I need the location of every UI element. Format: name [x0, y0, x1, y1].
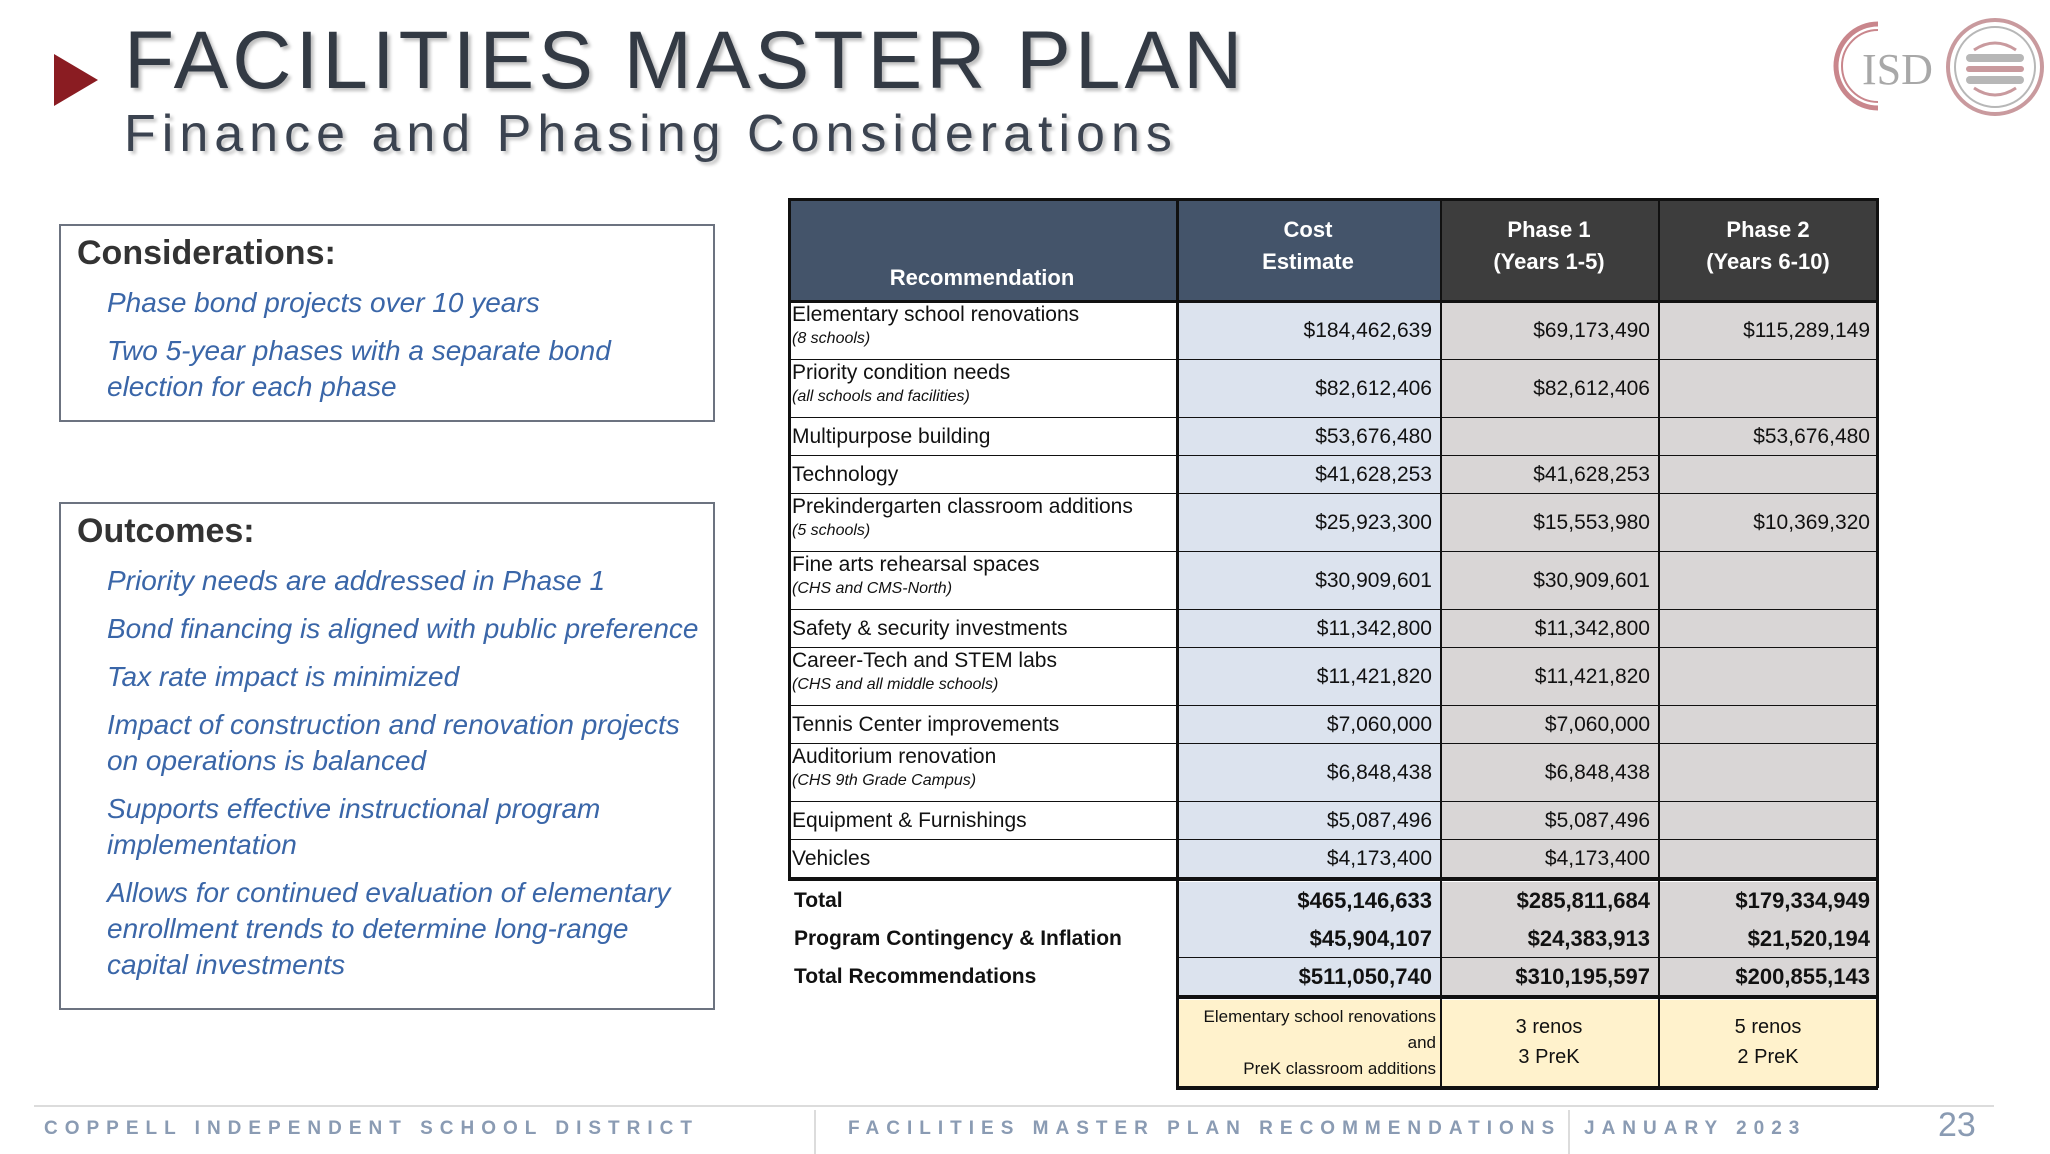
- recommendation-cell: [788, 840, 1176, 878]
- footer-separator: [814, 1110, 816, 1154]
- cost-estimate-cell: $5,087,496: [1176, 802, 1440, 840]
- phase2-cell: $115,289,149: [1658, 302, 1878, 360]
- recommendation-note: (5 schools): [792, 522, 871, 539]
- phase-note-text: and: [1407, 1033, 1436, 1052]
- header-cost-line2: Estimate: [1262, 249, 1354, 274]
- phase1-cell: $15,553,980: [1440, 494, 1658, 552]
- list-item: Supports effective instructional program implementation: [107, 793, 601, 860]
- total-phase2-cell: $200,855,143: [1658, 958, 1878, 996]
- phase1-cell: $30,909,601: [1440, 552, 1658, 610]
- recommendation-cell: [788, 744, 1176, 802]
- recommendation-name: Multipurpose building: [792, 425, 991, 448]
- phase1-cell: $4,173,400: [1440, 840, 1658, 878]
- total-cost-cell: $465,146,633: [1176, 882, 1440, 920]
- considerations-heading: Considerations:: [77, 234, 336, 272]
- table-border: [788, 300, 1878, 303]
- list-item: Impact of construction and renovation projects on operations is balanced: [107, 709, 680, 776]
- recommendation-name: Elementary school renovations: [792, 303, 1080, 326]
- phase1-note: [1440, 1000, 1658, 1088]
- recommendation-note: (all schools and facilities): [792, 388, 970, 405]
- recommendation-cell: [788, 494, 1176, 552]
- recommendation-name: Prekindergarten classroom additions: [792, 495, 1133, 518]
- recommendation-cell: [788, 648, 1176, 706]
- total-label: Program Contingency & Inflation: [788, 920, 1176, 958]
- table-border: [1876, 198, 1879, 1088]
- phase2-cell: [1658, 840, 1878, 878]
- phase-note-label: [1176, 1000, 1440, 1088]
- recommendation-cell: [788, 302, 1176, 360]
- list-item: Priority needs are addressed in Phase 1: [107, 565, 606, 596]
- phase1-renos: 3 renos: [1515, 1016, 1583, 1038]
- recommendation-note: (CHS 9th Grade Campus): [792, 772, 977, 789]
- footer-district: COPPELL INDEPENDENT SCHOOL DISTRICT: [44, 1118, 699, 1139]
- footer-section: FACILITIES MASTER PLAN RECOMMENDATIONS: [848, 1118, 1562, 1139]
- cost-estimate-cell: $4,173,400: [1176, 840, 1440, 878]
- total-cost-cell: $45,904,107: [1176, 920, 1440, 958]
- list-item: Allows for continued evaluation of elementary enrollment trends to determine long-range capital investments: [107, 877, 671, 980]
- recommendation-note: (CHS and CMS-North): [792, 580, 953, 597]
- list-item: Tax rate impact is minimized: [107, 661, 460, 692]
- recommendation-name: Technology: [792, 463, 899, 486]
- header-phase2: [1658, 198, 1878, 300]
- phase2-prek: 2 PreK: [1737, 1046, 1799, 1068]
- recommendation-name: Equipment & Furnishings: [792, 809, 1027, 832]
- page-subtitle: Finance and Phasing Considerations: [124, 105, 1178, 163]
- phase2-cell: $53,676,480: [1658, 418, 1878, 456]
- phase1-cell: $11,421,820: [1440, 648, 1658, 706]
- recommendation-cell: [788, 360, 1176, 418]
- cost-estimate-cell: $7,060,000: [1176, 706, 1440, 744]
- cost-estimate-cell: $53,676,480: [1176, 418, 1440, 456]
- table-border: [1176, 1086, 1878, 1090]
- phase2-cell: [1658, 648, 1878, 706]
- total-cost-cell: $511,050,740: [1176, 958, 1440, 996]
- total-phase1-cell: $24,383,913: [1440, 920, 1658, 958]
- title-arrow-icon: [54, 54, 98, 106]
- table-border: [1440, 198, 1442, 1088]
- recommendation-note: (CHS and all middle schools): [792, 676, 999, 693]
- header-phase2-line1: Phase 2: [1726, 217, 1810, 242]
- header-recommendation-label: Recommendation: [889, 265, 1075, 290]
- footer-separator: [1568, 1110, 1570, 1154]
- phase2-cell: [1658, 552, 1878, 610]
- cost-estimate-cell: $184,462,639: [1176, 302, 1440, 360]
- phase2-cell: [1658, 744, 1878, 802]
- phase2-cell: [1658, 456, 1878, 494]
- recommendation-name: Priority condition needs: [792, 361, 1011, 384]
- phase1-cell: $6,848,438: [1440, 744, 1658, 802]
- phase1-cell: $7,060,000: [1440, 706, 1658, 744]
- header-phase1: [1440, 198, 1658, 300]
- cost-estimate-cell: $6,848,438: [1176, 744, 1440, 802]
- total-phase2-cell: $21,520,194: [1658, 920, 1878, 958]
- header-phase1-line1: Phase 1: [1507, 217, 1591, 242]
- header-cost-line1: Cost: [1283, 217, 1333, 242]
- recommendation-note: (8 schools): [792, 330, 871, 347]
- recommendation-cell: [788, 610, 1176, 648]
- total-label: Total: [788, 882, 1176, 920]
- phase2-cell: [1658, 802, 1878, 840]
- phase1-cell: $11,342,800: [1440, 610, 1658, 648]
- outcomes-box: [59, 502, 715, 1010]
- phase1-cell: [1440, 418, 1658, 456]
- header-phase2-line2: (Years 6-10): [1706, 249, 1830, 274]
- cisd-logo: [1820, 16, 1944, 116]
- list-item: Phase bond projects over 10 years: [107, 287, 540, 318]
- header-phase1-line2: (Years 1-5): [1493, 249, 1605, 274]
- phase2-cell: $10,369,320: [1658, 494, 1878, 552]
- total-phase2-cell: $179,334,949: [1658, 882, 1878, 920]
- recommendation-name: Fine arts rehearsal spaces: [792, 553, 1040, 576]
- total-phase1-cell: $285,811,684: [1440, 882, 1658, 920]
- phase1-cell: $5,087,496: [1440, 802, 1658, 840]
- cost-estimate-cell: $82,612,406: [1176, 360, 1440, 418]
- list-item: Bond financing is aligned with public preference: [107, 613, 699, 644]
- cost-estimate-cell: $25,923,300: [1176, 494, 1440, 552]
- recommendation-cell: [788, 706, 1176, 744]
- considerations-box: [59, 224, 715, 422]
- list-item: Two 5-year phases with a separate bond election for each phase: [107, 335, 611, 402]
- recommendation-name: Career-Tech and STEM labs: [792, 649, 1057, 672]
- outcomes-heading: Outcomes:: [77, 512, 255, 550]
- footer-date: JANUARY 2023: [1584, 1118, 1807, 1139]
- phase1-prek: 3 PreK: [1518, 1046, 1580, 1068]
- recommendation-name: Auditorium renovation: [792, 745, 997, 768]
- phase1-cell: $69,173,490: [1440, 302, 1658, 360]
- recommendation-cell: [788, 552, 1176, 610]
- page-title: FACILITIES MASTER PLAN: [124, 15, 1247, 106]
- table-border: [788, 198, 1878, 201]
- phase2-cell: [1658, 610, 1878, 648]
- row-divider: [788, 877, 1878, 881]
- footer-divider: [34, 1105, 1994, 1107]
- phase-note-text: Elementary school renovations: [1203, 1007, 1436, 1026]
- considerations-list: [107, 285, 699, 405]
- recommendation-name: Tennis Center improvements: [792, 713, 1060, 736]
- recommendation-name: Vehicles: [792, 847, 871, 870]
- total-phase1-cell: $310,195,597: [1440, 958, 1658, 996]
- cost-estimate-cell: $30,909,601: [1176, 552, 1440, 610]
- header-cost-estimate: [1176, 198, 1440, 300]
- phase-note-text: PreK classroom additions: [1243, 1059, 1436, 1078]
- cost-estimate-cell: $11,421,820: [1176, 648, 1440, 706]
- page-number: 23: [1938, 1106, 1976, 1144]
- recommendation-cell: [788, 418, 1176, 456]
- total-label: Total Recommendations: [788, 958, 1176, 996]
- recommendation-cell: [788, 802, 1176, 840]
- phase1-cell: $41,628,253: [1440, 456, 1658, 494]
- phase2-cell: [1658, 706, 1878, 744]
- cost-estimate-cell: $41,628,253: [1176, 456, 1440, 494]
- cost-estimate-cell: $11,342,800: [1176, 610, 1440, 648]
- phase2-cell: [1658, 360, 1878, 418]
- recommendation-name: Safety & security investments: [792, 617, 1068, 640]
- row-divider: [1176, 995, 1878, 999]
- district-seal-logo: [1944, 16, 2046, 118]
- table-border: [1176, 198, 1179, 1088]
- phase2-note: [1658, 1000, 1878, 1088]
- phase2-renos: 5 renos: [1734, 1016, 1802, 1038]
- table-border: [1658, 198, 1660, 1088]
- phase1-cell: $82,612,406: [1440, 360, 1658, 418]
- outcomes-list: [107, 563, 699, 983]
- recommendation-cell: [788, 456, 1176, 494]
- svg-text:ISD: ISD: [1862, 45, 1933, 94]
- header-recommendation: [788, 198, 1176, 300]
